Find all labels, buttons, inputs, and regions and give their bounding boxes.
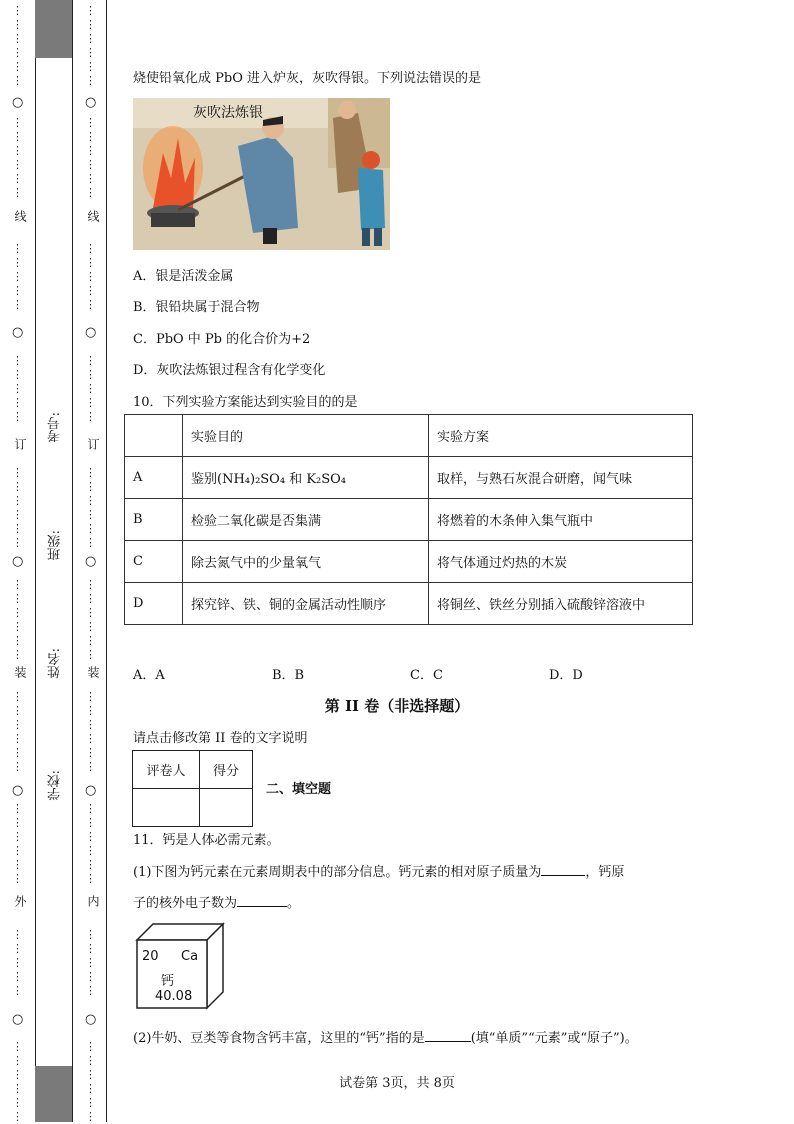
margin-dot: ⋮ [85, 984, 96, 997]
margin-dot: ⋮ [85, 732, 96, 745]
margin-dot: ⋮ [12, 760, 23, 773]
margin-dot: ⋮ [12, 270, 23, 283]
table-cell: 除去氮气中的少量氧气 [183, 541, 429, 583]
margin-dot: ⋮ [12, 816, 23, 829]
calcium-element-card [133, 920, 225, 1010]
margin-dot: ⋮ [12, 4, 23, 17]
q11-part2-text-b: (填“单质”“元素”或“原子”)。 [470, 1031, 638, 1046]
inner-circle-5: ○ [85, 1012, 97, 1027]
q10-stem: 10．下列实验方案能达到实验目的的是 [133, 395, 358, 410]
margin-dot: ⋮ [12, 928, 23, 941]
score-box [132, 750, 253, 827]
illustration-caption: 灰吹法炼银 [193, 105, 263, 121]
table-row [125, 499, 693, 541]
margin-dot: ⋮ [12, 46, 23, 59]
margin-dot: ⋮ [85, 536, 96, 549]
margin-dot: ⋮ [85, 928, 96, 941]
margin-dot: ⋮ [85, 144, 96, 157]
q11-part1-text-d: 。 [287, 896, 301, 911]
outer-circle-1: ○ [12, 95, 24, 110]
margin-dot: ⋮ [12, 32, 23, 45]
margin-dot: ⋮ [12, 704, 23, 717]
margin-dot: ⋮ [12, 634, 23, 647]
margin-dot: ⋮ [12, 648, 23, 661]
margin-gray-block-top [35, 0, 72, 58]
margin-dot: ⋮ [12, 606, 23, 619]
field-exam-number-label: 考号: [48, 412, 63, 443]
table-header-row [125, 415, 693, 457]
part2-title: 第 II 卷（非选择题） [324, 697, 470, 715]
margin-line-2 [72, 0, 73, 1122]
margin-dot: ⋮ [85, 368, 96, 381]
margin-dot: ⋮ [12, 746, 23, 759]
table-cell: C [125, 541, 183, 583]
table-header-cell: 实验方案 [429, 415, 693, 457]
margin-dot: ⋮ [12, 858, 23, 871]
table-cell: A [125, 457, 183, 499]
q10-answer-b: B．B [272, 668, 305, 683]
margin-dot: ⋮ [12, 522, 23, 535]
page-footer: 试卷第 3页，共 8页 [339, 1076, 455, 1091]
table-cell: D [125, 583, 183, 625]
margin-dot: ⋮ [85, 18, 96, 31]
margin-dot: ⋮ [12, 298, 23, 311]
margin-dot: ⋮ [12, 578, 23, 591]
margin-dot: ⋮ [12, 984, 23, 997]
table-cell: 将燃着的木条伸入集气瓶中 [429, 499, 693, 541]
outer-label-zhuang: 装 [13, 666, 27, 678]
margin-line-1 [35, 0, 36, 1122]
margin-dot: ⋮ [85, 1054, 96, 1067]
margin-dot: ⋮ [85, 690, 96, 703]
margin-dot: ⋮ [12, 158, 23, 171]
answer-blank[interactable] [237, 894, 287, 907]
outer-circle-4: ○ [12, 783, 24, 798]
q9-option-b: B．银铅块属于混合物 [133, 300, 260, 315]
margin-dot: ⋮ [85, 858, 96, 871]
q11-part2 [133, 1027, 638, 1046]
margin-dot: ⋮ [85, 46, 96, 59]
margin-dot: ⋮ [85, 466, 96, 479]
margin-dot: ⋮ [85, 494, 96, 507]
q11-part1-text-a: (1)下图为钙元素在元素周期表中的部分信息。钙元素的相对原子质量为 [133, 865, 542, 880]
margin-dot: ⋮ [12, 942, 23, 955]
margin-dot: ⋮ [85, 508, 96, 521]
margin-dot: ⋮ [12, 186, 23, 199]
margin-dot: ⋮ [85, 746, 96, 759]
margin-dot: ⋮ [12, 382, 23, 395]
margin-dot: ⋮ [85, 158, 96, 171]
margin-dot: ⋮ [12, 690, 23, 703]
table-cell: 将铜丝、铁丝分别插入硫酸锌溶液中 [429, 583, 693, 625]
score-header-score: 得分 [200, 751, 253, 789]
table-cell: 将气体通过灼热的木炭 [429, 541, 693, 583]
q10-table [124, 414, 693, 625]
score-header-grader: 评卷人 [133, 751, 200, 789]
margin-dot: ⋮ [85, 522, 96, 535]
margin-dot: ⋮ [85, 606, 96, 619]
margin-dot: ⋮ [12, 410, 23, 423]
inner-circle-4: ○ [85, 783, 97, 798]
q9-option-a: A．银是活泼金属 [133, 269, 234, 284]
margin-dot: ⋮ [85, 74, 96, 87]
margin-dot: ⋮ [85, 648, 96, 661]
inner-label-zhuang: 装 [86, 666, 100, 678]
q9-option-c: C．PbO 中 Pb 的化合价为+2 [133, 332, 311, 347]
margin-dot: ⋮ [12, 74, 23, 87]
table-cell: 取样，与熟石灰混合研磨，闻气味 [429, 457, 693, 499]
margin-dot: ⋮ [12, 1110, 23, 1123]
margin-dot: ⋮ [12, 18, 23, 31]
table-row [125, 583, 693, 625]
margin-dot: ⋮ [85, 830, 96, 843]
margin-dot: ⋮ [85, 256, 96, 269]
q11-part1-text-b: ，钙原 [585, 865, 625, 880]
q10-answer-a: A．A [133, 668, 165, 683]
table-header-cell [125, 415, 183, 457]
q11-part1-line2 [133, 892, 300, 911]
margin-dot: ⋮ [12, 1096, 23, 1109]
margin-dot: ⋮ [12, 620, 23, 633]
margin-dot: ⋮ [12, 732, 23, 745]
margin-dot: ⋮ [12, 368, 23, 381]
margin-dot: ⋮ [12, 844, 23, 857]
margin-dot: ⋮ [85, 1082, 96, 1095]
outer-circle-3: ○ [12, 554, 24, 569]
margin-dot: ⋮ [85, 298, 96, 311]
outer-label-wai: 外 [13, 895, 27, 907]
margin-dot: ⋮ [85, 410, 96, 423]
margin-dot: ⋮ [12, 354, 23, 367]
margin-dot: ⋮ [85, 872, 96, 885]
margin-dot: ⋮ [12, 1040, 23, 1053]
margin-dot: ⋮ [85, 634, 96, 647]
margin-dot: ⋮ [85, 1068, 96, 1081]
margin-dot: ⋮ [85, 942, 96, 955]
margin-dot: ⋮ [85, 704, 96, 717]
table-cell: 探究锌、铁、铜的金属活动性顺序 [183, 583, 429, 625]
q10-answer-d: D．D [549, 668, 583, 683]
margin-dot: ⋮ [85, 270, 96, 283]
margin-dot: ⋮ [85, 284, 96, 297]
table-cell: 鉴别(NH₄)₂SO₄ 和 K₂SO₄ [183, 457, 429, 499]
table-cell: B [125, 499, 183, 541]
q9-illustration [133, 98, 390, 250]
q10-answer-c: C．C [410, 668, 443, 683]
margin-dot: ⋮ [12, 718, 23, 731]
margin-dot: ⋮ [12, 480, 23, 493]
margin-dot: ⋮ [12, 396, 23, 409]
margin-dot: ⋮ [85, 186, 96, 199]
table-row [125, 457, 693, 499]
margin-dot: ⋮ [12, 242, 23, 255]
answer-blank[interactable] [425, 1029, 471, 1042]
field-name-label: 姓名: [48, 648, 63, 679]
table-row [125, 541, 693, 583]
score-grader-cell[interactable] [133, 789, 200, 827]
margin-dot: ⋮ [85, 1096, 96, 1109]
margin-dot: ⋮ [85, 718, 96, 731]
q11-part2-text-a: (2)牛奶、豆类等食物含钙丰富，这里的“钙”指的是 [133, 1031, 425, 1046]
margin-dot: ⋮ [85, 242, 96, 255]
margin-dot: ⋮ [85, 1040, 96, 1053]
margin-dot: ⋮ [12, 802, 23, 815]
score-value-cell[interactable] [200, 789, 253, 827]
margin-dot: ⋮ [12, 466, 23, 479]
margin-dot: ⋮ [12, 1054, 23, 1067]
margin-dot: ⋮ [85, 382, 96, 395]
margin-dot: ⋮ [85, 396, 96, 409]
inner-label-xian: 线 [86, 210, 100, 222]
margin-dot: ⋮ [85, 4, 96, 17]
margin-dot: ⋮ [85, 60, 96, 73]
margin-dot: ⋮ [12, 1068, 23, 1081]
margin-dot: ⋮ [12, 956, 23, 969]
margin-dot: ⋮ [85, 956, 96, 969]
outer-circle-5: ○ [12, 1012, 24, 1027]
element-name: 钙 [161, 974, 175, 989]
margin-dot: ⋮ [12, 144, 23, 157]
margin-dot: ⋮ [12, 130, 23, 143]
inner-label-nei: 内 [86, 895, 100, 907]
margin-dot: ⋮ [85, 578, 96, 591]
section-title: 二、填空题 [266, 782, 332, 797]
inner-circle-2: ○ [85, 325, 97, 340]
margin-dot: ⋮ [85, 970, 96, 983]
field-school-label: 学校: [48, 770, 63, 801]
table-header-cell: 实验目的 [183, 415, 429, 457]
margin-dot: ⋮ [12, 172, 23, 185]
margin-dot: ⋮ [85, 32, 96, 45]
margin-dot: ⋮ [12, 872, 23, 885]
margin-dot: ⋮ [85, 760, 96, 773]
margin-dot: ⋮ [12, 536, 23, 549]
margin-dot: ⋮ [85, 116, 96, 129]
margin-dot: ⋮ [85, 130, 96, 143]
q11-stem: 11．钙是人体必需元素。 [133, 833, 280, 848]
margin-dot: ⋮ [85, 1110, 96, 1123]
outer-circle-2: ○ [12, 325, 24, 340]
margin-dot: ⋮ [12, 116, 23, 129]
margin-dot: ⋮ [12, 1082, 23, 1095]
inner-circle-1: ○ [85, 95, 97, 110]
margin-dot: ⋮ [12, 494, 23, 507]
margin-dot: ⋮ [12, 508, 23, 521]
margin-line-3 [106, 0, 107, 1122]
field-class-label: 班级: [48, 530, 63, 561]
part2-note[interactable]: 请点击修改第 II 卷的文字说明 [133, 731, 308, 746]
margin-dot: ⋮ [12, 284, 23, 297]
margin-dot: ⋮ [85, 354, 96, 367]
outer-label-ding: 订 [13, 438, 27, 450]
margin-dot: ⋮ [85, 480, 96, 493]
atomic-number: 20 [142, 949, 159, 964]
outer-label-xian: 线 [13, 210, 27, 222]
q11-part1-text-c: 子的核外电子数为 [133, 896, 238, 911]
margin-dot: ⋮ [85, 816, 96, 829]
margin-dot: ⋮ [12, 256, 23, 269]
margin-dot: ⋮ [12, 60, 23, 73]
margin-dot: ⋮ [12, 970, 23, 983]
atomic-mass: 40.08 [155, 989, 193, 1004]
answer-blank[interactable] [541, 863, 585, 876]
margin-dot: ⋮ [85, 802, 96, 815]
margin-dot: ⋮ [12, 592, 23, 605]
q11-part1-line1 [133, 861, 624, 880]
table-cell: 检验二氧化碳是否集满 [183, 499, 429, 541]
margin-dot: ⋮ [85, 620, 96, 633]
element-symbol: Ca [181, 949, 199, 964]
margin-dot: ⋮ [85, 844, 96, 857]
margin-dot: ⋮ [85, 592, 96, 605]
margin-dot: ⋮ [12, 830, 23, 843]
inner-label-ding: 订 [86, 438, 100, 450]
q9-option-d: D．灰吹法炼银过程含有化学变化 [133, 363, 326, 378]
inner-circle-3: ○ [85, 554, 97, 569]
q9-stem: 烧使铅氧化成 PbO 进入炉灰，灰吹得银。下列说法错误的是 [133, 71, 481, 86]
margin-dot: ⋮ [85, 172, 96, 185]
